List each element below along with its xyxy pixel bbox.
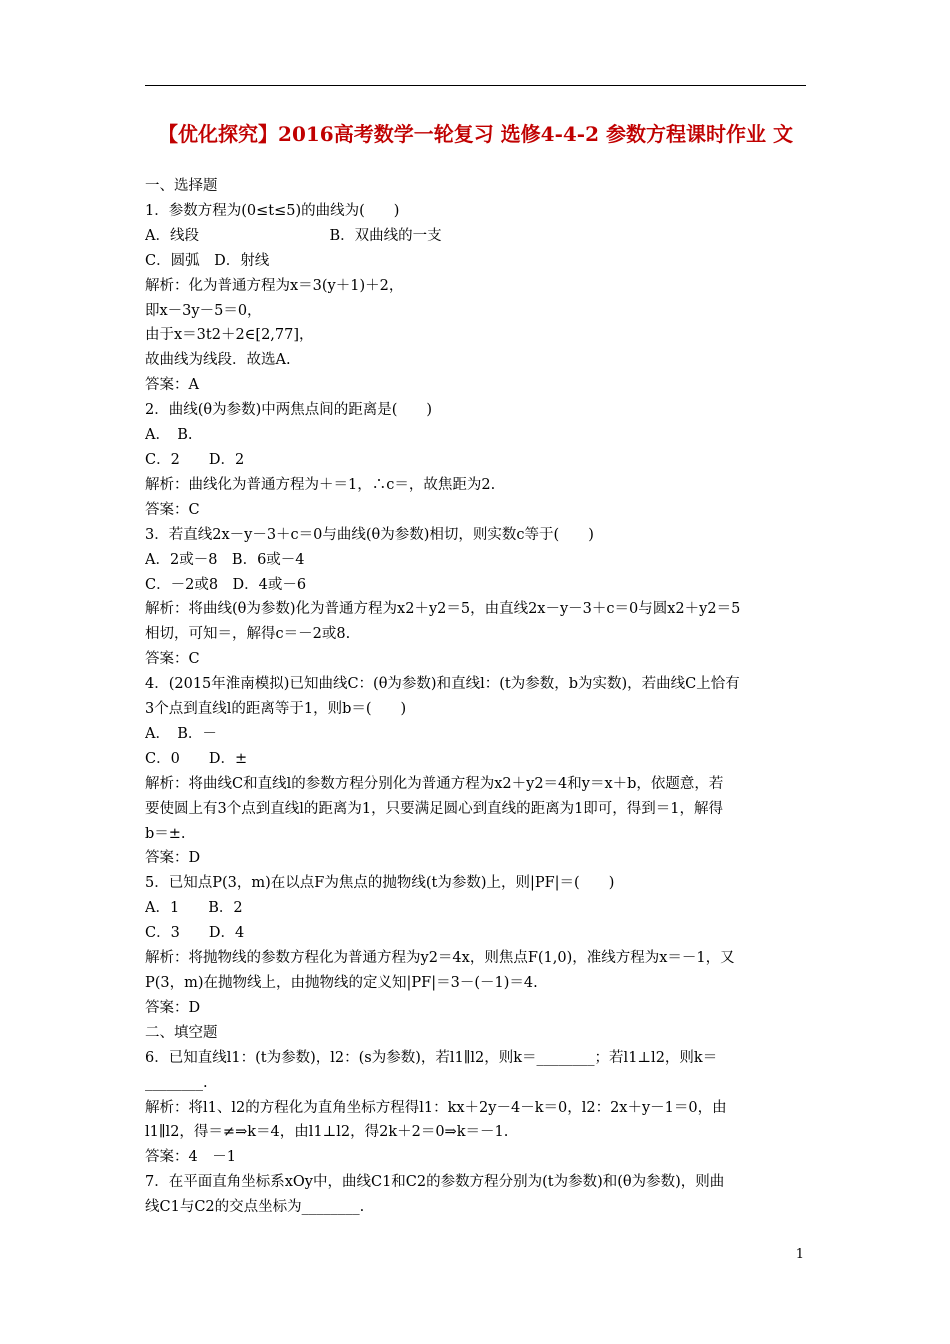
text-line: 解析：曲线化为普通方程为＋＝1，∴c＝，故焦距为2. — [145, 476, 496, 493]
text-line: C．圆弧 D．射线 — [145, 252, 270, 269]
text-line: 一、选择题 — [145, 178, 218, 194]
text-line: 7．在平面直角坐标系xOy中，曲线C1和C2的参数方程分别为(t为参数)和(θ为参数)，则曲 — [145, 1174, 725, 1191]
text-line: 答案：D — [145, 850, 201, 867]
text-line: 解析：将l1、l2的方程化为直角坐标方程得l1：kx＋2y－4－k＝0，l2：2x＋y－1＝0，由 — [145, 1099, 727, 1116]
text-line: C．3 D．4 — [145, 925, 245, 942]
text-line: 3个点到直线l的距离等于1，则b＝( ) — [145, 701, 407, 718]
document-body — [145, 174, 806, 1220]
text-line: A．线段 B．双曲线的一支 — [145, 227, 442, 244]
text-line: 4．(2015年淮南模拟)已知曲线C：(θ为参数)和直线l：(t为参数，b为实数)，若曲线C上恰有 — [145, 676, 740, 693]
document-title: 【优化探究】2016高考数学一轮复习 选修4-4-2 参数方程课时作业 文 — [158, 122, 793, 146]
text-line: C．2 D．2 — [145, 451, 245, 468]
header-rule — [145, 85, 806, 86]
text-line: 相切，可知＝，解得c＝－2或8. — [145, 626, 351, 643]
text-line: 即x－3y－5＝0， — [145, 302, 262, 319]
text-line: 答案：A — [145, 377, 199, 394]
text-line: 5．已知点P(3，m)在以点F为焦点的抛物线(t为参数)上，则|PF|＝( ) — [145, 875, 615, 892]
text-line: A．1 B．2 — [145, 900, 243, 917]
text-line: A．2或－8 B．6或－4 — [145, 551, 305, 568]
text-line: 答案：4 －1 — [145, 1149, 236, 1166]
text-line: 2．曲线(θ为参数)中两焦点间的距离是( ) — [145, 402, 433, 419]
text-line: 由于x＝3t2＋2∈[2,77]， — [145, 327, 314, 344]
text-line: 答案：C — [145, 501, 200, 518]
page-number: 1 — [795, 1247, 804, 1262]
text-line: 解析：将曲线(θ为参数)化为普通方程为x2＋y2＝5，由直线2x－y－3＋c＝0与圆x2＋y2＝5 — [145, 601, 741, 618]
text-line: 线C1与C2的交点坐标为________. — [145, 1199, 365, 1216]
text-line: 1．参数方程为(0≤t≤5)的曲线为( ) — [145, 202, 400, 219]
text-line: 解析：将曲线C和直线l的参数方程分别化为普通方程为x2＋y2＝4和y＝x＋b，依题意，若 — [145, 775, 724, 792]
text-line: A． B. — [145, 427, 193, 444]
text-line: P(3，m)在抛物线上，由抛物线的定义知|PF|＝3－(－1)＝4. — [145, 975, 538, 991]
text-line: 故曲线为线段．故选A. — [145, 352, 291, 369]
text-line: 要使圆上有3个点到直线l的距离为1，只要满足圆心到直线的距离为1即可，得到＝1，解得 — [145, 800, 724, 817]
text-line: A． B．－ — [145, 725, 217, 742]
text-line: C．0 D．± — [145, 750, 248, 767]
text-line: C．－2或8 D．4或－6 — [145, 576, 307, 593]
text-line: 二、填空题 — [145, 1024, 218, 1041]
text-line: 解析：化为普通方程为x＝3(y＋1)＋2， — [145, 277, 404, 294]
text-line: 3．若直线2x－y－3＋c＝0与曲线(θ为参数)相切，则实数c等于( ) — [145, 526, 594, 543]
text-line: l1∥l2，得＝≠⇒k＝4，由l1⊥l2，得2k＋2＝0⇒k＝－1. — [145, 1124, 509, 1141]
text-line: 答案：C — [145, 651, 200, 668]
text-line: 6．已知直线l1：(t为参数)，l2：(s为参数)，若l1∥l2，则k＝________；若l1⊥l2，则k＝ — [145, 1049, 718, 1066]
text-line: 解析：将抛物线的参数方程化为普通方程为y2＝4x，则焦点F(1,0)，准线方程为x＝－1，又 — [145, 950, 735, 967]
text-line: ________. — [145, 1074, 208, 1091]
text-line: 答案：D — [145, 999, 201, 1016]
text-line: b＝±. — [145, 825, 186, 842]
